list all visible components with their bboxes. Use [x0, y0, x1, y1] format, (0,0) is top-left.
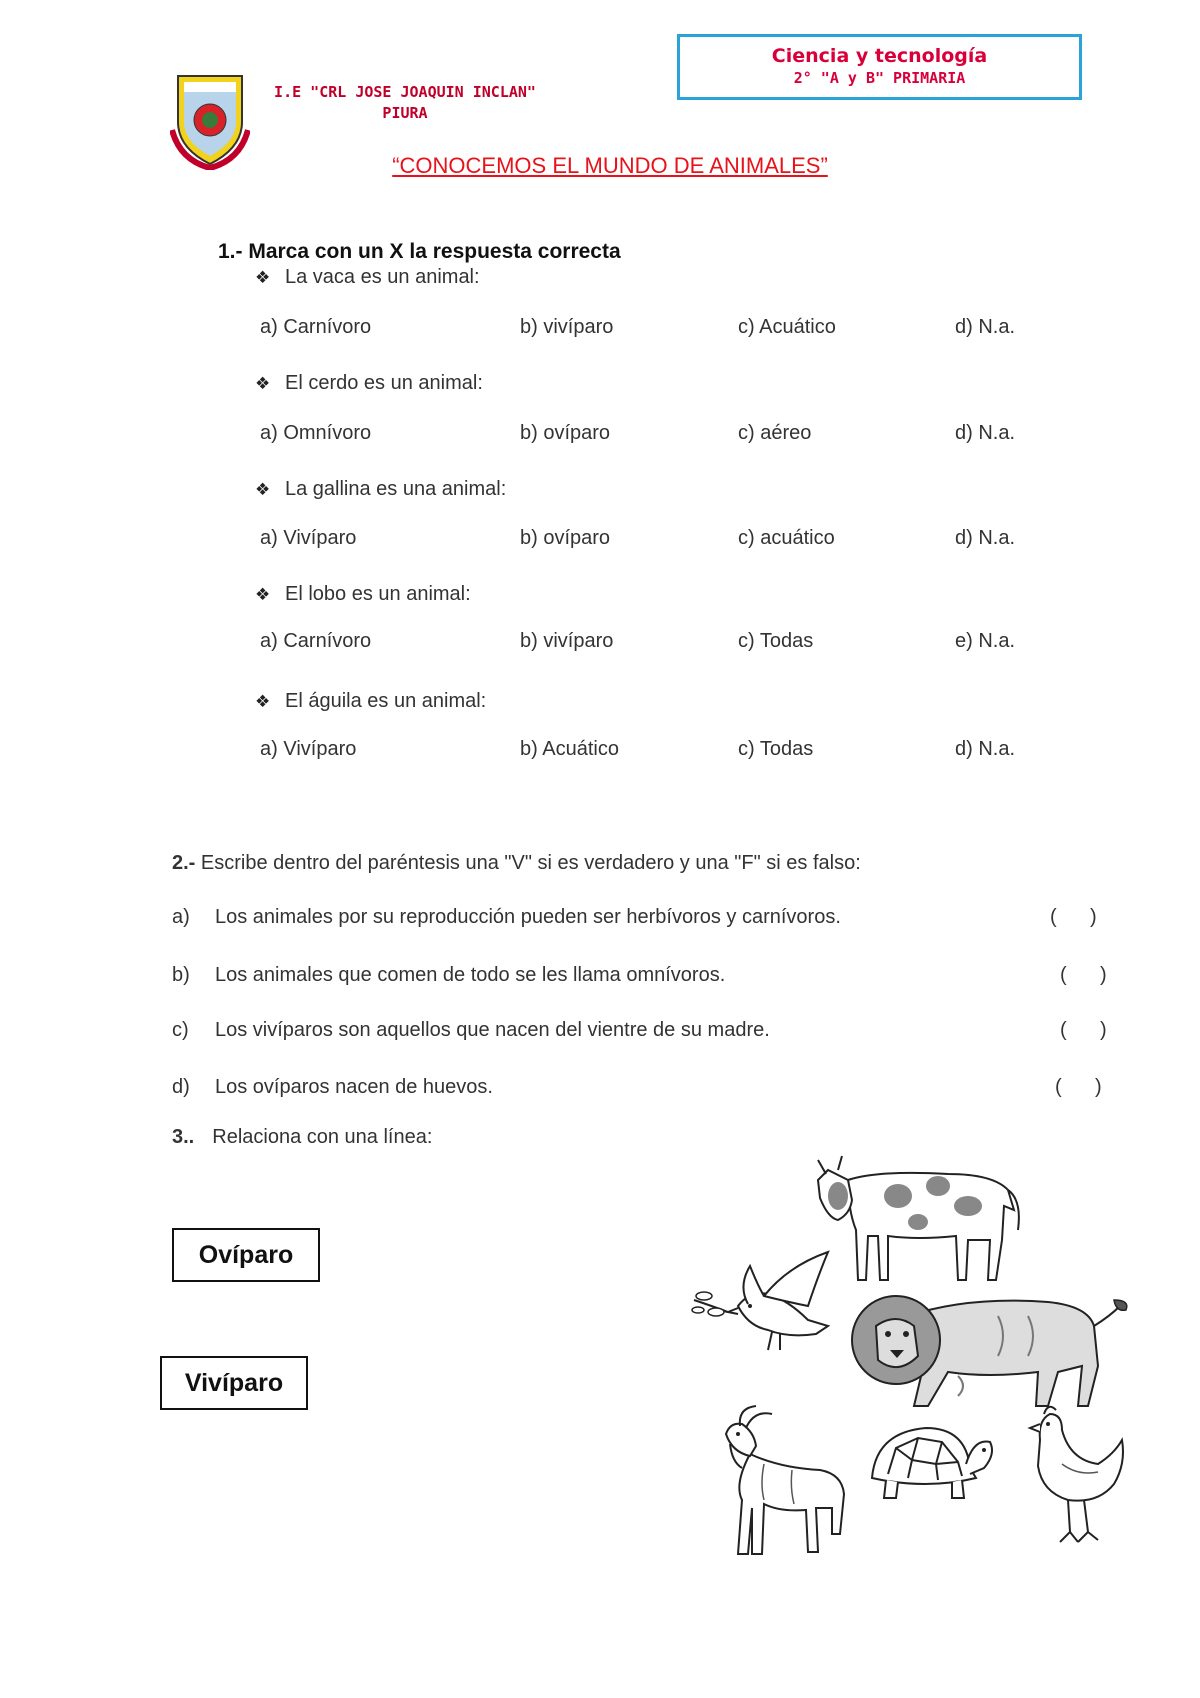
diamond-bullet-icon: ❖	[255, 374, 271, 393]
answer-blank[interactable]: ( )	[1050, 906, 1097, 928]
question-text: El cerdo es un animal:	[285, 372, 483, 394]
answer-option[interactable]: c) Todas	[738, 630, 814, 652]
statement-text: Los ovíparos nacen de huevos.	[215, 1076, 493, 1098]
question-prompt	[255, 583, 471, 606]
section3-instructions: Relaciona con una línea:	[212, 1126, 433, 1148]
answer-option[interactable]: b) ovíparo	[520, 527, 611, 549]
answer-option[interactable]: a) Omnívoro	[260, 422, 372, 444]
answer-option[interactable]: d) N.a.	[955, 422, 1016, 444]
answer-option[interactable]: d) N.a.	[955, 527, 1016, 549]
lion-illustration[interactable]	[848, 1276, 1130, 1416]
statement-letter: b)	[172, 964, 190, 986]
statement-text: Los animales que comen de todo se les llama omnívoros.	[215, 964, 726, 986]
turtle-illustration[interactable]	[866, 1418, 996, 1504]
statement-text: Los animales por su reproducción pueden ser herbívoros y carnívoros.	[215, 906, 841, 928]
hen-illustration[interactable]	[1018, 1400, 1128, 1550]
statement-letter: a)	[172, 906, 190, 928]
subject-box	[677, 34, 1082, 100]
section2-heading	[172, 852, 861, 875]
section2-instructions: Escribe dentro del paréntesis una "V" si es verdadero y una "F" si es falso:	[195, 852, 861, 874]
cow-illustration[interactable]	[808, 1140, 1028, 1285]
answer-option[interactable]: c) aéreo	[738, 422, 812, 444]
question-prompt	[255, 690, 486, 713]
answer-option[interactable]: b) Acuático	[520, 738, 619, 760]
dove-illustration[interactable]	[688, 1246, 836, 1366]
grade-label: 2° "A y B" PRIMARIA	[793, 69, 966, 87]
school-name-line1: I.E "CRL JOSE JOAQUIN INCLAN"	[274, 83, 536, 101]
worksheet-title: “CONOCEMOS EL MUNDO DE ANIMALES”	[392, 153, 828, 178]
diamond-bullet-icon: ❖	[255, 268, 271, 287]
answer-option[interactable]: d) N.a.	[955, 316, 1016, 338]
answer-option[interactable]: c) Todas	[738, 738, 814, 760]
question-text: El águila es un animal:	[285, 690, 487, 712]
section3-number: 3..	[172, 1126, 195, 1148]
answer-option[interactable]: b) vivíparo	[520, 316, 614, 338]
answer-option[interactable]: e) N.a.	[955, 630, 1016, 652]
question-text: El lobo es un animal:	[285, 583, 471, 605]
answer-blank[interactable]: ( )	[1060, 1019, 1107, 1041]
school-name-line2: PIURA	[382, 104, 428, 122]
answer-option[interactable]: a) Carnívoro	[260, 316, 372, 338]
statement-text: Los vivíparos son aquellos que nacen del vientre de su madre.	[215, 1019, 770, 1041]
question-prompt	[255, 478, 506, 501]
question-text: La gallina es una animal:	[285, 478, 507, 500]
answer-blank[interactable]: ( )	[1055, 1076, 1102, 1098]
question-prompt	[255, 372, 483, 395]
answer-option[interactable]: a) Vivíparo	[260, 738, 357, 760]
answer-option[interactable]: a) Vivíparo	[260, 527, 357, 549]
answer-option[interactable]: c) acuático	[738, 527, 835, 549]
question-text: La vaca es un animal:	[285, 266, 480, 288]
answer-blank[interactable]: ( )	[1060, 964, 1107, 986]
label-viviparo[interactable]: Vivíparo	[160, 1356, 308, 1410]
section3-heading	[172, 1126, 432, 1149]
section2-number: 2.-	[172, 852, 196, 874]
diamond-bullet-icon: ❖	[255, 480, 271, 499]
answer-option[interactable]: c) Acuático	[738, 316, 836, 338]
goat-illustration[interactable]	[720, 1404, 850, 1564]
diamond-bullet-icon: ❖	[255, 585, 271, 604]
answer-option[interactable]: b) ovíparo	[520, 422, 611, 444]
answer-option[interactable]: d) N.a.	[955, 738, 1016, 760]
section1-heading: 1.- Marca con un X la respuesta correcta	[218, 240, 621, 263]
question-prompt	[255, 266, 480, 289]
answer-option[interactable]: b) vivíparo	[520, 630, 614, 652]
subject-label: Ciencia y tecnología	[771, 45, 988, 67]
diamond-bullet-icon: ❖	[255, 692, 271, 711]
school-name	[235, 82, 575, 124]
label-oviparo[interactable]: Ovíparo	[172, 1228, 320, 1282]
statement-letter: d)	[172, 1076, 190, 1098]
answer-option[interactable]: a) Carnívoro	[260, 630, 372, 652]
statement-letter: c)	[172, 1019, 189, 1041]
